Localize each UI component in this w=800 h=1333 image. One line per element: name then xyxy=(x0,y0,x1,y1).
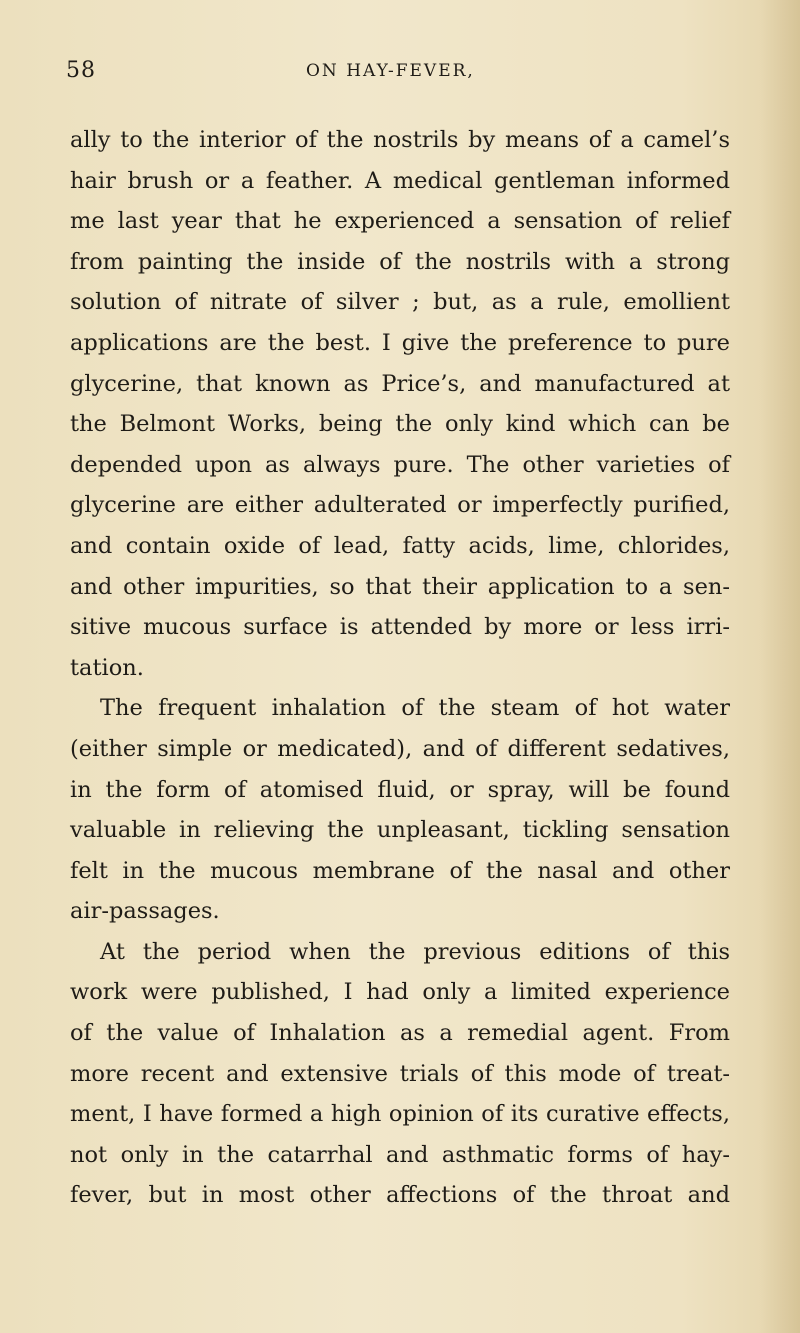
running-head: ON HAY-FEVER, xyxy=(306,61,475,81)
text-line: valuable in relieving the unpleasant, tickling sensation xyxy=(70,817,730,844)
page-edge-shading xyxy=(760,0,800,1333)
text-line: sitive mucous surface is attended by more or less irri- xyxy=(70,614,730,641)
text-line: work were published, I had only a limited experience xyxy=(70,979,730,1006)
text-line: and other impurities, so that their application to a sen- xyxy=(70,573,730,600)
text-line: of the value of Inhalation as a remedial agent. From xyxy=(70,1020,730,1047)
text-line: tation. xyxy=(70,654,144,681)
text-line: ment, I have formed a high opinion of its curative effects, xyxy=(70,1101,730,1128)
text-line: glycerine, that known as Price’s, and manufactured at xyxy=(70,370,730,397)
text-line: glycerine are either adulterated or imperfectly purified, xyxy=(70,492,730,519)
text-line: the Belmont Works, being the only kind which can be xyxy=(70,411,730,438)
text-line: in the form of atomised fluid, or spray, will be found xyxy=(70,776,730,803)
text-line: felt in the mucous membrane of the nasal and other xyxy=(70,857,730,884)
page-number: 58 xyxy=(66,58,96,83)
text-line: ally to the interior of the nostrils by means of a camel’s xyxy=(70,127,730,153)
text-line: from painting the inside of the nostrils with a strong xyxy=(70,248,730,275)
text-line: At the period when the previous editions of this xyxy=(100,938,730,965)
text-line: The frequent inhalation of the steam of hot water xyxy=(100,695,730,722)
text-line: more recent and extensive trials of this mode of treat- xyxy=(70,1060,730,1087)
text-line: (either simple or medicated), and of different sedatives, xyxy=(70,735,730,762)
text-line: me last year that he experienced a sensation of relief xyxy=(70,208,730,235)
body-text xyxy=(70,120,730,1216)
text-line: hair brush or a feather. A medical gentleman informed xyxy=(70,167,730,194)
page-header xyxy=(66,58,726,98)
text-line: and contain oxide of lead, fatty acids, lime, chlorides, xyxy=(70,532,730,559)
text-line: air-passages. xyxy=(70,898,220,925)
text-line: depended upon as always pure. The other varieties of xyxy=(70,451,730,478)
text-line: solution of nitrate of silver ; but, as a rule, emollient xyxy=(70,289,730,316)
text-line: fever, but in most other affections of the throat and xyxy=(70,1182,730,1209)
text-line: not only in the catarrhal and asthmatic forms of hay- xyxy=(70,1141,730,1168)
text-line: applications are the best. I give the preference to pure xyxy=(70,329,730,356)
